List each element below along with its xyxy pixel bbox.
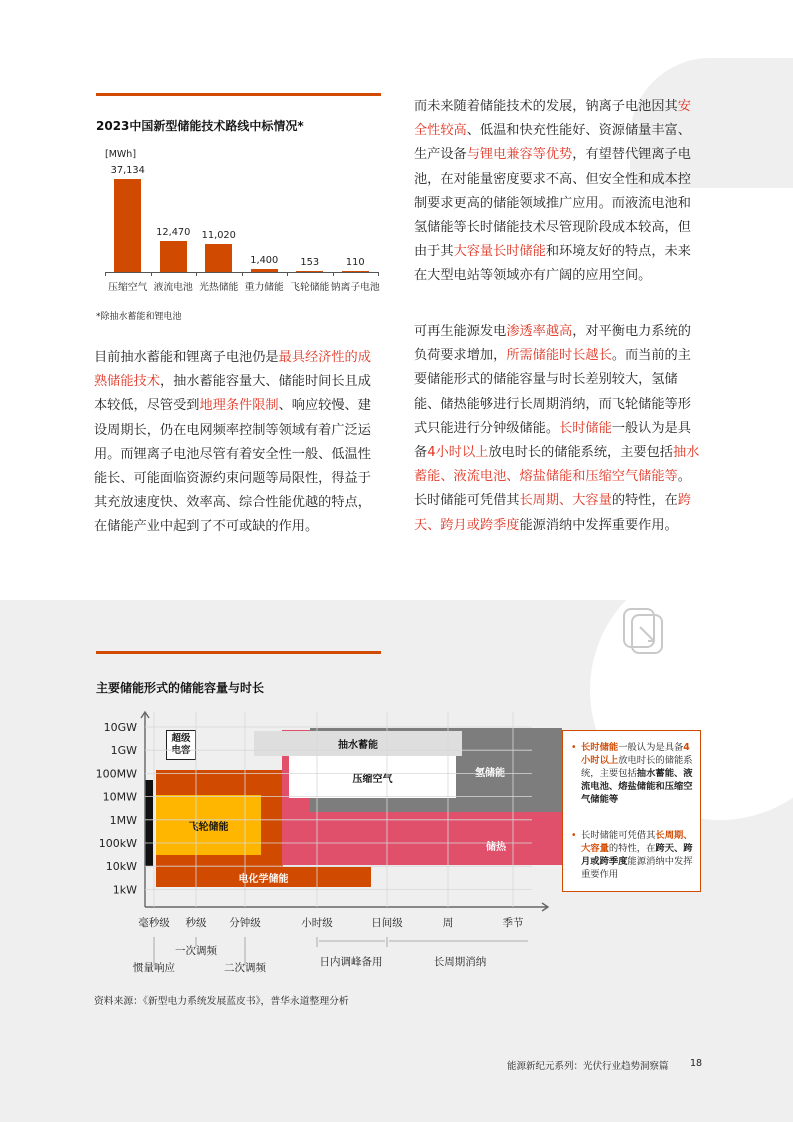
body-text: ，有望替代锂离子电池，在对能量密度要求不高、但安全性和成本控制要求更高的储能领域推广应用。而液流电池和氢储能等长时储能技术尽管现阶段成本较高，但由于其 <box>414 147 691 260</box>
y-tick-label: 1GW <box>110 744 137 758</box>
note-text: 抽水蓄能、液流电池、熔盐储能和压缩空气储能等 <box>581 768 693 805</box>
y-tick-label: 10GW <box>103 721 137 734</box>
chart2-title: 主要储能形式的储能容量与时长 <box>96 681 265 695</box>
highlight-text: 最具经济性的成熟储能技术 <box>94 350 371 390</box>
x-tick-label: 分钟级 <box>229 917 261 929</box>
x-tick <box>378 272 379 276</box>
chart1-rule <box>96 93 381 96</box>
y-tick-label: 100MW <box>95 767 137 781</box>
body-text: 能源消纳中发挥重要作用。 <box>519 517 678 533</box>
bar-value-label: 153 <box>300 257 320 269</box>
x-tick-label: 季节 <box>502 917 524 929</box>
hydrogen-label: 氢储能 <box>475 767 505 779</box>
bar-value-label: 37,134 <box>110 165 145 177</box>
note-text: 跨天、跨月或跨季度 <box>581 843 693 867</box>
highlight-text: 安全性较高 <box>414 99 691 139</box>
x-group-label: 惯量响应 <box>133 962 175 974</box>
bar-value-label: 12,470 <box>156 226 191 238</box>
category-label: 压缩空气 <box>108 282 148 293</box>
body-text: 可再生能源发电 <box>414 324 507 339</box>
highlight-text: 4小时以上 <box>427 445 489 461</box>
chart2-rule <box>96 651 381 654</box>
compressed-air-label: 压缩空气 <box>352 773 393 785</box>
note-text: 长时储能可凭借其 <box>581 830 656 841</box>
category-label: 钠离子电池 <box>330 282 380 293</box>
document-icon <box>618 605 668 655</box>
body-text: 目前抽水蓄能和锂离子电池仍是 <box>94 350 279 365</box>
x-tick <box>333 272 334 276</box>
note-text: 长时储能 <box>581 742 619 753</box>
footer-series: 能源新纪元系列：光伏行业趋势洞察篇 <box>507 1061 669 1072</box>
highlight-text: 长时储能 <box>559 420 612 436</box>
chart1-unit: [MWh] <box>105 149 137 160</box>
x-group-label: 日内调峰备用 <box>319 956 383 968</box>
y-tick-label: 10kW <box>105 860 137 874</box>
highlight-text: 地理条件限制 <box>199 398 279 414</box>
y-tick-label: 1kW <box>112 883 137 897</box>
body-text: 一般认为是具备 <box>414 420 691 461</box>
body-text: ，抽水蓄能容量大、储能时间长且成本较低，尽管受到 <box>94 374 371 414</box>
note-text: 的特性，在 <box>608 843 656 854</box>
body-text: 放电时长的储能系统，主要包括 <box>488 445 673 461</box>
category-label: 光热储能 <box>199 282 239 293</box>
x-tick <box>105 272 106 276</box>
highlight-text: 长周期、大容量 <box>519 493 612 509</box>
category-label: 重力储能 <box>244 282 284 293</box>
x-tick <box>242 272 243 276</box>
bar-value-label: 1,400 <box>250 254 279 266</box>
category-label: 飞轮储能 <box>290 282 330 293</box>
bar <box>160 241 187 272</box>
x-group-label: 一次调频 <box>175 945 217 957</box>
x-tick <box>196 272 197 276</box>
body-text: 、低温和快充性能好、资源储量丰富、生产设备 <box>414 123 691 163</box>
highlight-text: 渗透率越高 <box>506 324 573 339</box>
note-text: 放电时长的储能系统，主要包括 <box>581 755 693 779</box>
x-tick-label: 秒级 <box>185 917 207 929</box>
bar-value-label: 110 <box>345 257 365 269</box>
pumped-hydro-label: 抽水蓄能 <box>338 740 378 751</box>
x-tick-label: 毫秒级 <box>138 917 170 929</box>
bar-value-label: 11,020 <box>201 230 236 242</box>
highlight-text: 抽水蓄能、液流电池、熔盐储能和压缩空气储能等 <box>414 445 700 485</box>
page-number: 18 <box>690 1058 703 1069</box>
note-text: 长周期、大容量 <box>581 830 693 854</box>
highlight-text: 与锂电兼容等优势 <box>466 147 573 163</box>
y-tick-label: 100kW <box>98 837 137 850</box>
highlight-text: 大容量长时储能 <box>453 244 546 260</box>
left-paragraph <box>94 346 381 540</box>
body-text: 而未来随着储能技术的发展，钠离子电池因其 <box>414 99 678 114</box>
thermal-label: 储热 <box>486 841 506 853</box>
body-text: 、响应较慢、建设周期长，仍在电网频率控制等领域有着广泛运用。而锂离子电池尽管有着安全性一般、低温性能长、可能面临资源约束问题等局限性，得益于其充放速度快、效率高、综合性能优越的特点，在储能产业中起到了不可或缺的作用。 <box>94 398 371 535</box>
x-tick <box>287 272 288 276</box>
note-1: • 长时储能一般认为是具备4小时以上放电时长的储能系统，主要包括抽水蓄能、液流电池、熔盐储能和压缩空气储能等 <box>571 742 693 805</box>
highlight-text: 跨天、跨月或跨季度 <box>414 493 691 533</box>
x-tick <box>151 272 152 276</box>
flywheel-label: 飞轮储能 <box>188 821 229 833</box>
chart1-footnote: *除抽水蓄能和锂电池 <box>96 312 182 322</box>
body-text: 。长时储能可凭借其 <box>414 469 691 509</box>
bar-chart <box>96 145 381 305</box>
highlight-text: 所需储能时长越长 <box>506 348 612 364</box>
y-tick-label: 10MW <box>102 790 137 804</box>
bar <box>114 179 141 272</box>
x-group-label: 长周期消纳 <box>433 956 487 968</box>
bar <box>205 244 232 272</box>
note-text: 一般认为是具备 <box>618 742 684 753</box>
source-note: 资料来源：《新型电力系统发展蓝皮书》，普华永道整理分析 <box>94 996 349 1007</box>
body-text: 的特性，在 <box>611 493 678 509</box>
right-paragraph-2 <box>414 320 701 538</box>
chart1-title: 2023中国新型储能技术路线中标情况* <box>96 119 304 133</box>
x-group-label: 二次调频 <box>224 962 266 974</box>
body-text: 。而当前的主要储能形式的储能容量与时长差别较大，氢储能、储热能够进行长周期消纳，而飞轮储能等形式只能进行分钟级储能。 <box>414 348 691 436</box>
electrochem-label: 电化学储能 <box>238 873 289 885</box>
notes-box <box>562 730 701 892</box>
category-label: 液流电池 <box>153 282 193 293</box>
note-text: 4小时以上 <box>581 742 690 766</box>
body-text: ，对平衡电力系统的负荷要求增加， <box>414 324 691 364</box>
x-tick-label: 小时级 <box>301 917 333 929</box>
right-paragraph-1 <box>414 95 701 289</box>
body-text: 和环境友好的特点，未来在大型电站等领域亦有广阔的应用空间。 <box>414 244 691 284</box>
note-2: • 长时储能可凭借其长周期、大容量的特性，在跨天、跨月或跨季度能源消纳中发挥重要作用 <box>571 830 693 880</box>
x-tick-label: 日间级 <box>371 917 403 929</box>
supercap-label: 超级 电容 <box>171 733 191 756</box>
y-tick-label: 1MW <box>109 813 137 827</box>
note-text: 能源消纳中发挥重要作用 <box>581 856 693 880</box>
x-tick-label: 周 <box>442 917 454 929</box>
